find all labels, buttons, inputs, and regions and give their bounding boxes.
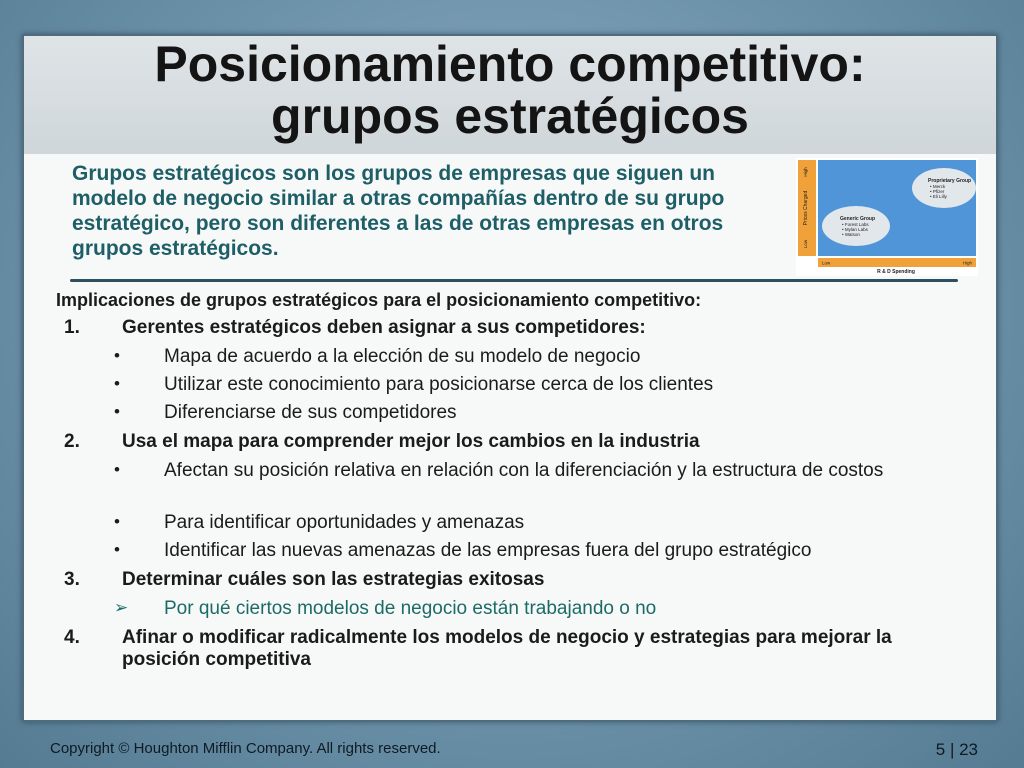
proprietary-member-2: • Pfizer <box>930 189 945 194</box>
bullet-glyph: • <box>114 512 120 531</box>
item-number: 4. <box>64 627 80 648</box>
item-text: Gerentes estratégicos deben asignar a sus competidores: <box>122 317 646 338</box>
generic-member-3: • Watson <box>842 232 860 237</box>
bullet-text: Identificar las nuevas amenazas de las empresas fuera del grupo estratégico <box>164 540 812 561</box>
footer <box>0 722 1024 768</box>
slide-title-line-1: Posicionamiento competitivo: <box>154 36 866 92</box>
x-axis-low: Low <box>822 260 831 266</box>
bullet-glyph: • <box>114 460 120 479</box>
item-number: 3. <box>64 569 80 590</box>
title-band <box>24 36 996 154</box>
bullet-glyph: • <box>114 402 120 421</box>
arrow-icon: ➢ <box>114 598 129 617</box>
item-text: Afinar o modificar radicalmente los modelos de negocio y estrategias para mejorar la posición competitiva <box>122 627 892 670</box>
slide-frame <box>22 34 998 722</box>
y-axis-low: Low <box>803 239 808 249</box>
bullet-glyph: • <box>114 374 120 393</box>
section-divider <box>70 279 958 282</box>
bullet-glyph: • <box>114 346 120 365</box>
bullet-glyph: • <box>114 540 120 559</box>
item-text: Usa el mapa para comprender mejor los cambios en la industria <box>122 431 700 452</box>
bullet-text: Para identificar oportunidades y amenazas <box>164 512 525 533</box>
y-axis-label: Prices Charged <box>803 190 809 226</box>
definition-text: Grupos estratégicos son los grupos de empresas que siguen un modelo de negocio similar a otras compañías dentro de su grupo estratégico, pero son diferentes a las de otras empresas en otros grupos estratégicos. <box>72 162 725 260</box>
generic-member-2: • Mylan Labs <box>842 227 868 232</box>
item-text: Determinar cuáles son las estrategias exitosas <box>122 569 545 590</box>
item-number: 1. <box>64 317 80 338</box>
bullet-text: Afectan su posición relativa en relación con la diferenciación y la estructura de costos <box>164 460 884 481</box>
proprietary-group-title: Proprietary Group <box>928 178 972 184</box>
implications-intro: Implicaciones de grupos estratégicos para el posicionamiento competitivo: <box>56 290 702 310</box>
x-axis-bar <box>818 258 976 267</box>
generic-member-1: • Forest Labs <box>842 222 869 227</box>
slide-title-line-2: grupos estratégicos <box>271 88 749 144</box>
x-axis-label: R & D Spending <box>877 269 915 275</box>
x-axis-high: High <box>962 260 972 266</box>
copyright-text: Copyright © Houghton Mifflin Company. All rights reserved. <box>50 740 441 757</box>
proprietary-member-3: • Eli Lilly <box>930 194 947 199</box>
proprietary-member-1: • Merck <box>930 184 946 189</box>
page-number: 5 | 23 <box>935 740 978 759</box>
bullet-text: Por qué ciertos modelos de negocio están trabajando o no <box>164 598 657 619</box>
generic-group-title: Generic Group <box>840 216 876 222</box>
bullet-text: Utilizar este conocimiento para posicionarse cerca de los clientes <box>164 374 714 395</box>
slide-title <box>24 36 996 142</box>
bullet-text: Mapa de acuerdo a la elección de su modelo de negocio <box>164 346 641 367</box>
y-axis-high: High <box>803 167 808 177</box>
item-number: 2. <box>64 431 80 452</box>
strategic-groups-figure <box>796 158 978 276</box>
bullet-text: Diferenciarse de sus competidores <box>164 402 457 423</box>
